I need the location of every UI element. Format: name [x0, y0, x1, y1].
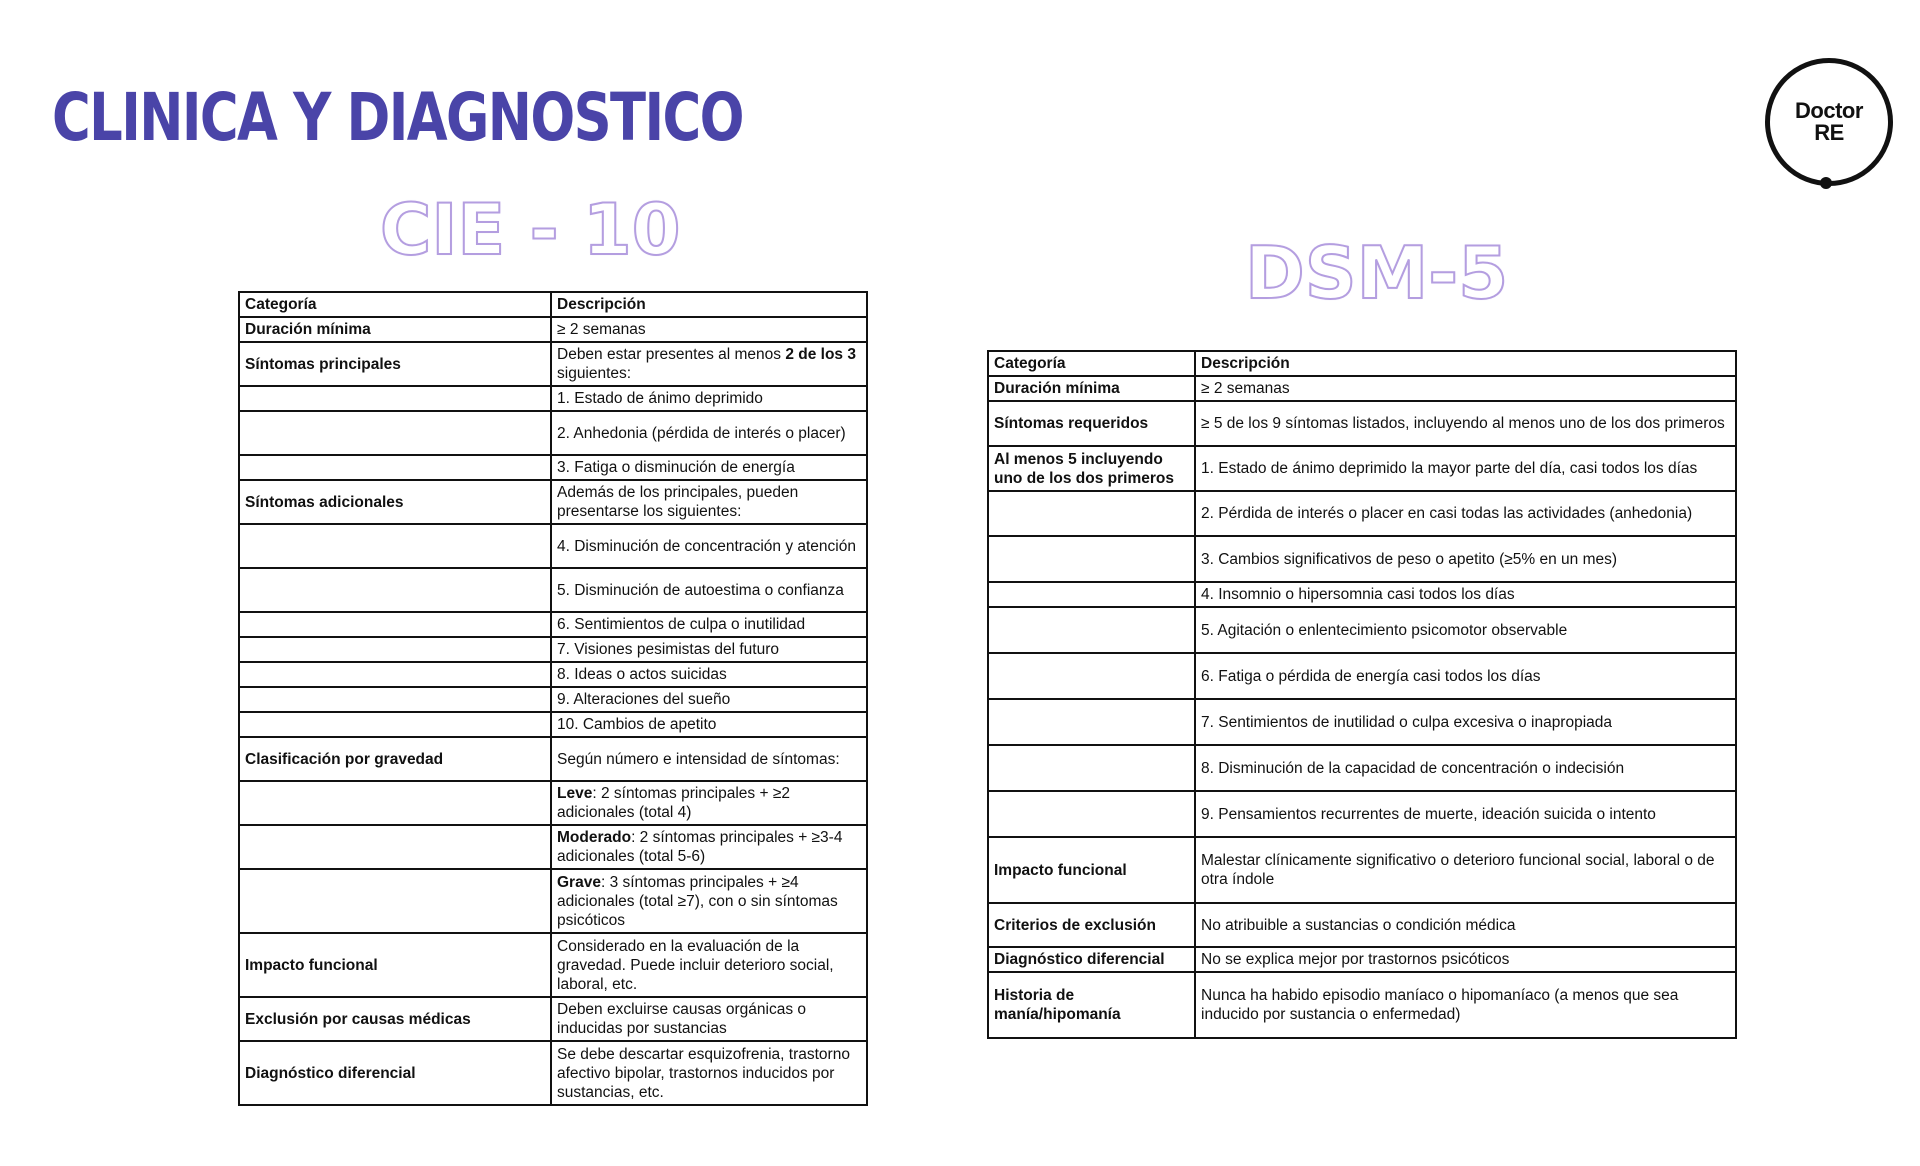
table-row: [239, 480, 867, 524]
table-row: [988, 791, 1736, 837]
description-cell: 1. Estado de ánimo deprimido: [551, 386, 867, 411]
category-cell: [239, 637, 551, 662]
table-row: [239, 455, 867, 480]
description-emphasis: Moderado: [557, 829, 632, 846]
category-cell: Diagnóstico diferencial: [988, 947, 1195, 972]
description-cell: 5. Disminución de autoestima o confianza: [551, 568, 867, 612]
category-cell: [239, 568, 551, 612]
category-cell: [239, 612, 551, 637]
doctor-re-logo: [1765, 58, 1893, 186]
description-cell: [551, 781, 867, 825]
description-cell: 7. Sentimientos de inutilidad o culpa excesiva o inapropiada: [1195, 699, 1736, 745]
table-row: [239, 933, 867, 997]
table-row: [988, 536, 1736, 582]
description-cell: [551, 869, 867, 933]
table-row: [988, 653, 1736, 699]
category-cell: Diagnóstico diferencial: [239, 1041, 551, 1105]
cie10-table: [238, 291, 868, 1106]
description-cell: 6. Sentimientos de culpa o inutilidad: [551, 612, 867, 637]
category-cell: [239, 869, 551, 933]
table-row: [988, 491, 1736, 536]
description-text: Deben estar presentes al menos: [557, 346, 786, 363]
table-row: [239, 869, 867, 933]
table-row: [239, 342, 867, 386]
category-cell: Impacto funcional: [239, 933, 551, 997]
category-cell: Historia de manía/hipomanía: [988, 972, 1195, 1038]
description-cell: 7. Visiones pesimistas del futuro: [551, 637, 867, 662]
description-cell: 8. Ideas o actos suicidas: [551, 662, 867, 687]
table-row: [239, 317, 867, 342]
category-cell: [239, 455, 551, 480]
description-cell: No atribuible a sustancias o condición médica: [1195, 903, 1736, 947]
table-row: [988, 401, 1736, 446]
table-row: [988, 582, 1736, 607]
table-row: [988, 972, 1736, 1038]
table-row: [988, 745, 1736, 791]
table-row: [239, 568, 867, 612]
table-row: [988, 699, 1736, 745]
category-cell: [988, 791, 1195, 837]
description-cell: Deben excluirse causas orgánicas o inducidas por sustancias: [551, 997, 867, 1041]
description-cell: 2. Pérdida de interés o placer en casi todas las actividades (anhedonia): [1195, 491, 1736, 536]
table-row: [988, 607, 1736, 653]
category-cell: [988, 653, 1195, 699]
table-row: [239, 612, 867, 637]
category-cell: [988, 582, 1195, 607]
logo-text: Doctor RE: [1795, 98, 1863, 145]
description-cell: 9. Alteraciones del sueño: [551, 687, 867, 712]
table-row: [239, 997, 867, 1041]
table-row: [239, 637, 867, 662]
description-cell: 2. Anhedonia (pérdida de interés o placer): [551, 411, 867, 455]
category-cell: Síntomas requeridos: [988, 401, 1195, 446]
description-cell: 9. Pensamientos recurrentes de muerte, ideación suicida o intento: [1195, 791, 1736, 837]
table-header-row: [239, 292, 867, 317]
description-cell: No se explica mejor por trastornos psicóticos: [1195, 947, 1736, 972]
column-header-category: Categoría: [239, 292, 551, 317]
description-cell: 3. Fatiga o disminución de energía: [551, 455, 867, 480]
category-cell: Síntomas adicionales: [239, 480, 551, 524]
table-header-row: [988, 351, 1736, 376]
table-row: [239, 737, 867, 781]
description-cell: Malestar clínicamente significativo o deterioro funcional social, laboral o de otra índole: [1195, 837, 1736, 903]
dsm5-table: [987, 350, 1737, 1039]
description-cell: Nunca ha habido episodio maníaco o hipomaníaco (a menos que sea inducido por sustancia o enfermedad): [1195, 972, 1736, 1038]
table-row: [239, 1041, 867, 1105]
description-cell: 5. Agitación o enlentecimiento psicomotor observable: [1195, 607, 1736, 653]
category-cell: Al menos 5 incluyendo uno de los dos primeros: [988, 446, 1195, 491]
description-cell: ≥ 2 semanas: [1195, 376, 1736, 401]
logo-dot: [1820, 177, 1832, 189]
description-text: siguientes:: [557, 365, 632, 382]
column-header-description: Descripción: [551, 292, 867, 317]
category-cell: Exclusión por causas médicas: [239, 997, 551, 1041]
description-emphasis: 2 de los 3: [785, 346, 856, 363]
description-cell: [551, 342, 867, 386]
category-cell: Impacto funcional: [988, 837, 1195, 903]
table-row: [239, 687, 867, 712]
table-row: [239, 712, 867, 737]
table-row: [239, 825, 867, 869]
cie10-heading: CIE - 10: [380, 189, 681, 271]
description-cell: 4. Disminución de concentración y atención: [551, 524, 867, 568]
description-emphasis: Grave: [557, 873, 601, 891]
table-row: [988, 903, 1736, 947]
description-cell: Según número e intensidad de síntomas:: [551, 737, 867, 781]
description-cell: 3. Cambios significativos de peso o apetito (≥5% en un mes): [1195, 536, 1736, 582]
category-cell: [239, 386, 551, 411]
table-row: [988, 837, 1736, 903]
description-emphasis: Leve: [557, 785, 593, 802]
description-cell: [551, 825, 867, 869]
category-cell: [239, 687, 551, 712]
description-cell: Se debe descartar esquizofrenia, trastorno afectivo bipolar, trastornos inducidos por sustancias, etc.: [551, 1041, 867, 1105]
description-cell: ≥ 5 de los 9 síntomas listados, incluyendo al menos uno de los dos primeros: [1195, 401, 1736, 446]
table-row: [988, 376, 1736, 401]
category-cell: [988, 607, 1195, 653]
description-cell: Además de los principales, pueden presentarse los siguientes:: [551, 480, 867, 524]
category-cell: [239, 825, 551, 869]
category-cell: [239, 712, 551, 737]
description-cell: ≥ 2 semanas: [551, 317, 867, 342]
table-row: [988, 446, 1736, 491]
description-cell: 6. Fatiga o pérdida de energía casi todos los días: [1195, 653, 1736, 699]
category-cell: [239, 411, 551, 455]
category-cell: Síntomas principales: [239, 342, 551, 386]
description-text: : 2 síntomas principales + ≥3-4 adicionales (total 5-6): [557, 829, 843, 865]
column-header-description: Descripción: [1195, 351, 1736, 376]
category-cell: Clasificación por gravedad: [239, 737, 551, 781]
category-cell: [988, 536, 1195, 582]
description-cell: 8. Disminución de la capacidad de concentración o indecisión: [1195, 745, 1736, 791]
table-row: [239, 386, 867, 411]
table-row: [239, 411, 867, 455]
category-cell: Duración mínima: [239, 317, 551, 342]
category-cell: [988, 491, 1195, 536]
page-title: CLINICA Y DIAGNOSTICO: [52, 79, 743, 156]
table-row: [239, 781, 867, 825]
table-row: [988, 947, 1736, 972]
description-cell: 4. Insomnio o hipersomnia casi todos los días: [1195, 582, 1736, 607]
description-cell: 10. Cambios de apetito: [551, 712, 867, 737]
table-row: [239, 662, 867, 687]
description-text: : 3 síntomas principales + ≥4 adicionales (total ≥7), con o sin síntomas psicóticos: [557, 873, 838, 929]
dsm5-heading: DSM-5: [1245, 231, 1509, 315]
description-cell: Considerado en la evaluación de la gravedad. Puede incluir deterioro social, laboral, etc.: [551, 933, 867, 997]
description-cell: 1. Estado de ánimo deprimido la mayor parte del día, casi todos los días: [1195, 446, 1736, 491]
table-row: [239, 524, 867, 568]
category-cell: [239, 662, 551, 687]
category-cell: [239, 781, 551, 825]
column-header-category: Categoría: [988, 351, 1195, 376]
category-cell: Duración mínima: [988, 376, 1195, 401]
category-cell: [988, 745, 1195, 791]
category-cell: [239, 524, 551, 568]
category-cell: [988, 699, 1195, 745]
category-cell: Criterios de exclusión: [988, 903, 1195, 947]
description-text: : 2 síntomas principales + ≥2 adicionales (total 4): [557, 785, 790, 821]
